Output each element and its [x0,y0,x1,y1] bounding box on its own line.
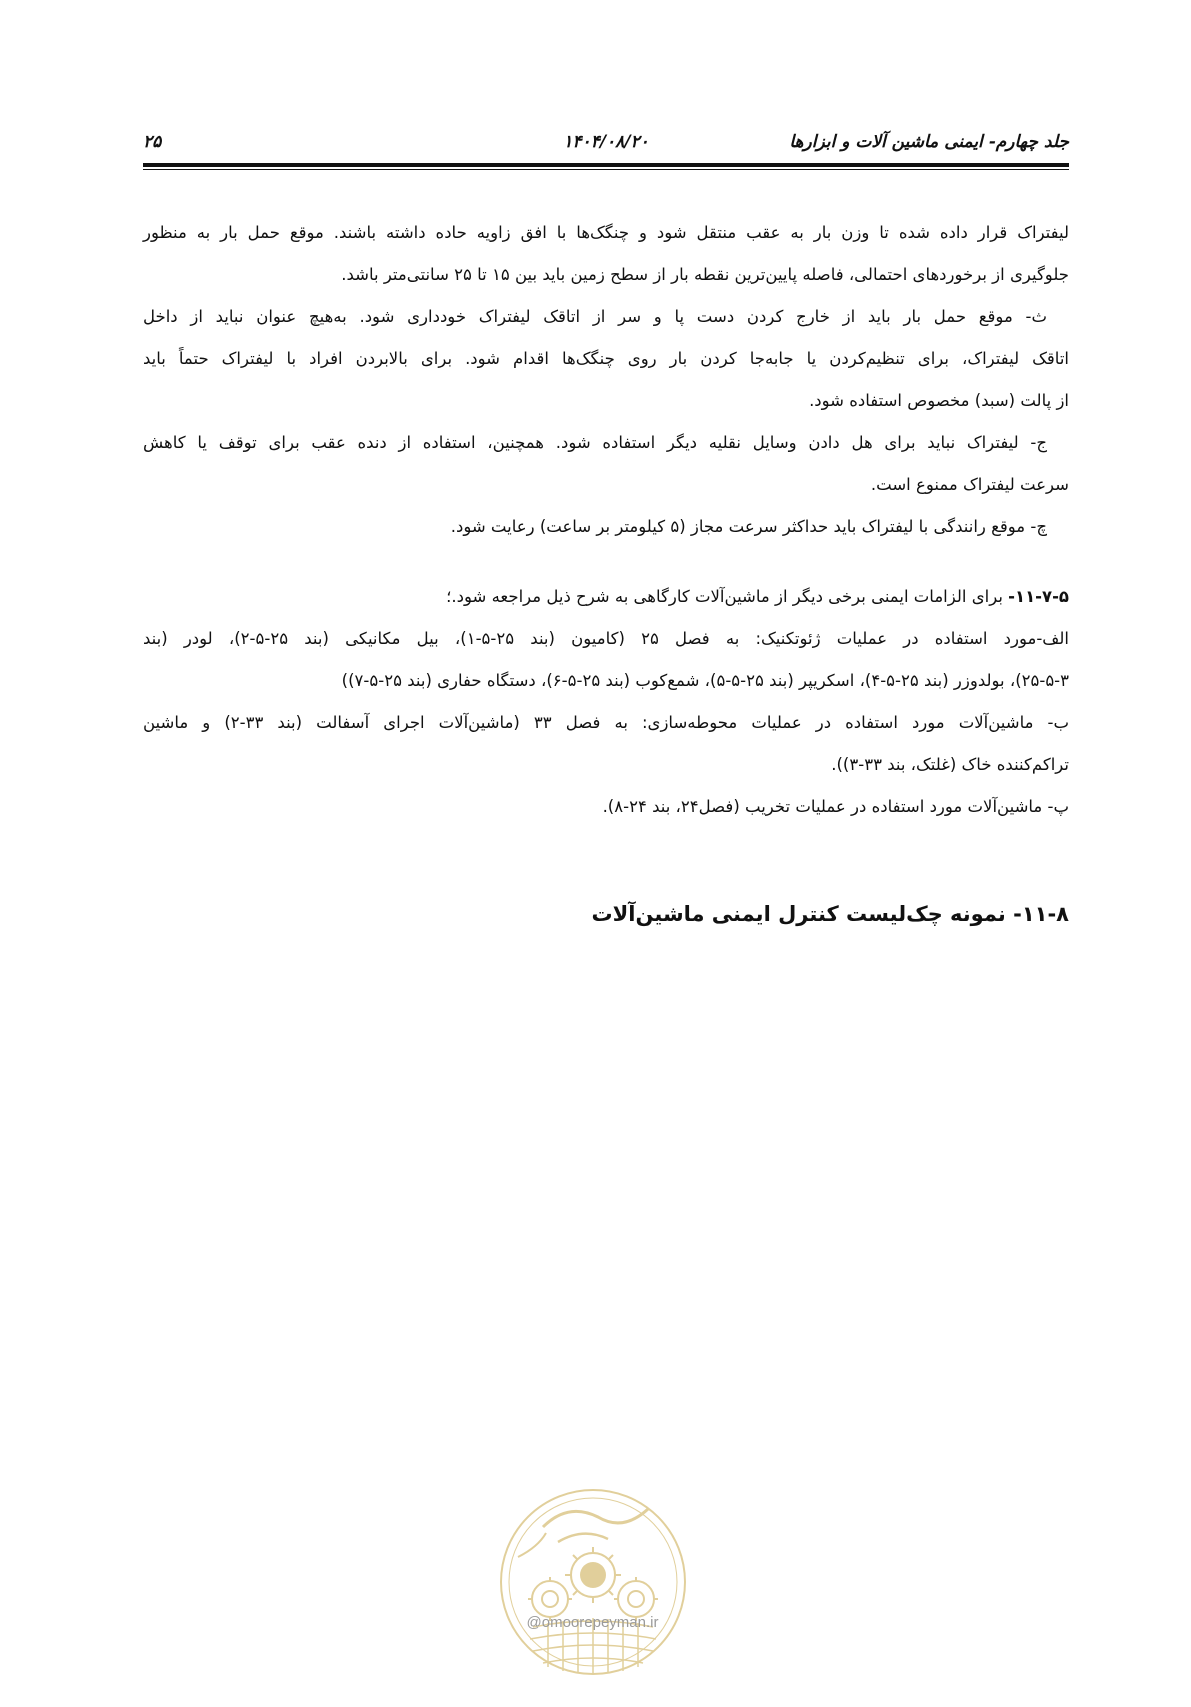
text-line: ث- موقع حمل بار باید از خارج کردن دست پا و سر از اتاقک لیفتراک خودداری شود. به‌هیچ عنوان نباید از داخل [143,307,1047,326]
header-rule-thick [143,163,1069,167]
text-line: جلوگیری از برخوردهای احتمالی، فاصله پایین‌ترین نقطه بار از سطح زمین باید بین ۱۵ تا ۲۵ سانتی‌متر باشد. [341,265,1069,284]
watermark-logo [488,1487,698,1707]
page-number: ۲۵ [143,132,162,152]
text-line: الف-مورد استفاده در عملیات ژئوتکنیک: به فصل ۲۵ (کامیون (بند ۲۵-۵-۱)، بیل مکانیکی (بند ۲۵-۵-۲)، لودر (بند [143,629,1069,648]
text-line: از پالت (سبد) مخصوص استفاده شود. [809,391,1069,410]
text-line: ب- ماشین‌آلات مورد استفاده در عملیات محوطه‌سازی: به فصل ۳۳ (ماشین‌آلات اجرای آسفالت (بند ۳۳-۲) و ماشین [143,713,1070,732]
text-line: تراکم‌کننده خاک (غلتک، بند ۳۳-۳)). [831,755,1069,774]
section-number: ۱۱-۷-۵- [1008,587,1069,606]
text-line: سرعت لیفتراک ممنوع است. [870,475,1069,494]
text-line: چ- موقع رانندگی با لیفتراک باید حداکثر سرعت مجاز (۵ کیلومتر بر ساعت) رعایت شود. [450,517,1047,536]
page-header [143,128,1069,164]
watermark-url: @omoorepeyman.ir [526,1614,659,1631]
header-title: جلد چهارم- ایمنی ماشین آلات و ابزارها [789,132,1069,152]
section-text: برای الزامات ایمنی برخی دیگر از ماشین‌آلات کارگاهی به شرح ذیل مراجعه شود.؛ [446,587,1009,606]
header-date: ۱۴۰۴/۰۸/۲۰ [563,132,649,152]
text-line: لیفتراک قرار داده شده تا وزن بار به عقب منتقل شود و چنگک‌ها با افق زاویه حاده داشته باشند. موقع حمل بار به منظور [143,223,1069,242]
body-text [143,212,1069,828]
section-heading: ۱۱-۸- نمونه چک‌لیست کنترل ایمنی ماشین‌آلات [591,902,1069,926]
section-paragraph [143,576,1069,618]
text-line: اتاقک لیفتراک، برای تنظیم‌کردن یا جابه‌جا کردن بار روی چنگک‌ها اقدام شود. برای بالابردن افراد با لیفتراک حتماً باید [143,349,1069,368]
text-line: پ- ماشین‌آلات مورد استفاده در عملیات تخریب (فصل۲۴، بند ۲۴-۸). [602,797,1069,816]
text-line: ۲۵-۵-۳)، بولدوزر (بند ۲۵-۵-۴)، اسکریپر (بند ۲۵-۵-۵)، شمع‌کوب (بند ۲۵-۵-۶)، دستگاه حفاری (بند ۲۵-۵-۷)) [341,671,1069,690]
text-line: ج- لیفتراک نباید برای هل دادن وسایل نقلیه دیگر استفاده شود. همچنین، استفاده از دنده عقب برای توقف یا کاهش [143,433,1047,452]
header-rule-thin [143,169,1069,170]
